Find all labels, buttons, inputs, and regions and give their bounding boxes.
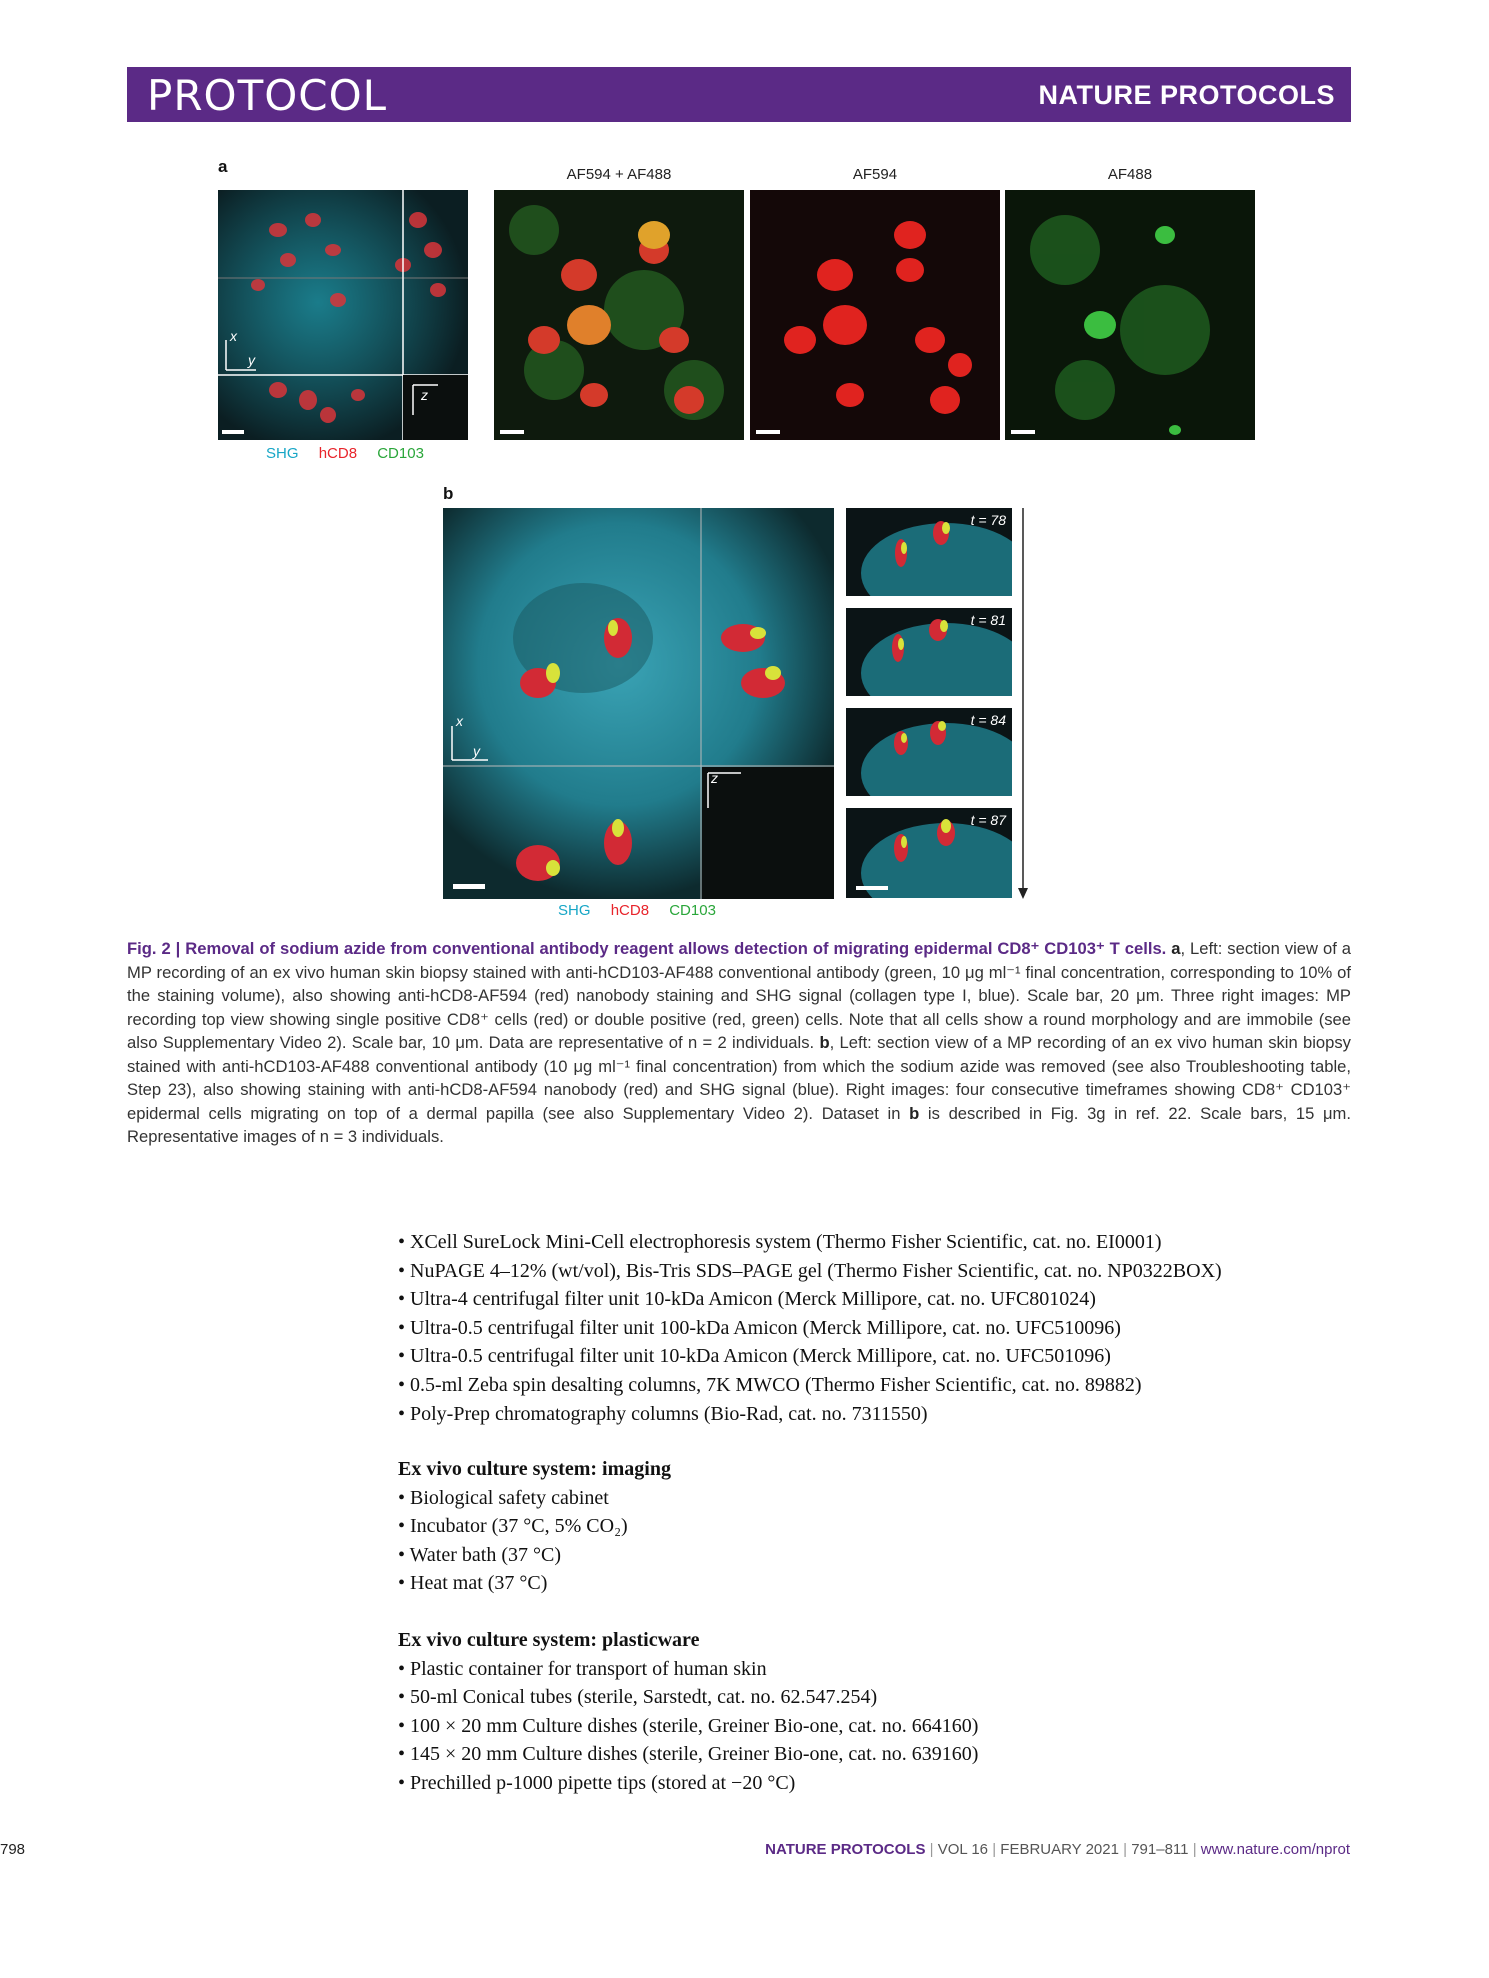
list-item: • 50-ml Conical tubes (sterile, Sarstedt, cat. no. 62.547.254) — [398, 1686, 878, 1709]
list-item: • Incubator (37 °C, 5% CO₂) — [398, 1515, 628, 1538]
panel-a-legend — [266, 445, 440, 462]
caption-a-letter: a — [1171, 939, 1181, 958]
timeframe-2-label: t = 81 — [970, 612, 1006, 628]
axis-x-label: x — [230, 328, 237, 344]
imaging-section — [398, 1455, 1358, 1598]
caption-part-b-2: is described in Fig. 3g in ref. 22. Scale bars, 15 μm. Representative images of n = 3 individuals. — [127, 1103, 1351, 1146]
timeframe-3 — [846, 708, 1012, 796]
caption-part-b-1: , Left: section view of a MP recording of an ex vivo human skin biopsy stained with anti-hCD103-AF488 conventional antibody (10 μg ml⁻¹ final concentration) from which the sodium azide was removed (see also Troubleshooting table, Step 23), also showing staining with anti-hCD8-AF594 nanobody (red) and SHG signal (blue). Right images: four consecutive timeframes showing CD8⁺ CD103⁺ epidermal cells migrating on top of a dermal papilla (see also Supplementary Video 2). Dataset in — [127, 1033, 1351, 1123]
plasticware-section — [398, 1626, 1358, 1798]
section-view-image — [218, 190, 468, 440]
timeframe-1-label: t = 78 — [970, 512, 1006, 528]
footer-pages: 791–811 — [1131, 1841, 1189, 1858]
footer-journal: NATURE PROTOCOLS — [765, 1841, 926, 1858]
list-item: • XCell SureLock Mini-Cell electrophoresis system (Thermo Fisher Scientific, cat. no. EI0001) — [398, 1231, 1162, 1253]
legend-b-cd103: CD103 — [669, 902, 716, 919]
panel-b-axis-x-label: x — [456, 713, 463, 729]
panel-a-label: a — [218, 157, 228, 176]
imaging-heading: Ex vivo culture system: imaging — [398, 1458, 671, 1480]
channel-label-af594: AF594 — [852, 166, 898, 183]
legend-hcd8: hCD8 — [318, 445, 358, 462]
time-arrow — [1016, 508, 1030, 900]
caption-b-bold: b — [909, 1103, 920, 1123]
caption-b-letter: b — [819, 1033, 830, 1052]
list-item: • Heat mat (37 °C) — [398, 1572, 548, 1595]
footer-date: FEBRUARY 2021 — [1000, 1841, 1119, 1858]
panel-b-axis-z-label: z — [711, 770, 718, 786]
timeframe-3-label: t = 84 — [970, 712, 1006, 728]
panel-a-af594-image — [750, 190, 1000, 440]
panel-a-section-view — [218, 190, 468, 440]
list-item: • 145 × 20 mm Culture dishes (sterile, Greiner Bio-one, cat. no. 639160) — [398, 1743, 979, 1766]
figure-caption — [127, 937, 1351, 1149]
list-item: • 100 × 20 mm Culture dishes (sterile, Greiner Bio-one, cat. no. 664160) — [398, 1714, 979, 1737]
channel-label-af488: AF488 — [1107, 166, 1153, 183]
legend-shg: SHG — [266, 445, 299, 462]
list-item: • Poly-Prep chromatography columns (Bio-Rad, cat. no. 7311550) — [398, 1402, 928, 1425]
list-item: • Water bath (37 °C) — [398, 1543, 561, 1566]
panel-b-axis-y-label: y — [473, 743, 480, 759]
panel-b-section-view — [443, 508, 834, 899]
axis-y-label: y — [248, 352, 255, 368]
list-item: • Biological safety cabinet — [398, 1486, 609, 1509]
list-item: • Ultra-0.5 centrifugal filter unit 10-kDa Amicon (Merck Millipore, cat. no. UFC501096) — [398, 1345, 1111, 1368]
list-item: • 0.5-ml Zeba spin desalting columns, 7K MWCO (Thermo Fisher Scientific, cat. no. 89882) — [398, 1373, 1142, 1396]
header-banner — [127, 67, 1351, 122]
timeframe-4-label: t = 87 — [970, 812, 1006, 828]
legend-b-hcd8: hCD8 — [610, 902, 650, 919]
footer-citation: NATURE PROTOCOLS | VOL 16 | FEBRUARY 2021 | 791–811 | www.nature.com/nprot — [765, 1841, 1350, 1858]
plasticware-heading: Ex vivo culture system: plasticware — [398, 1629, 700, 1651]
footer-volume: VOL 16 — [937, 1841, 989, 1858]
panel-a-merged-image — [494, 190, 744, 440]
panel-b-section-image — [443, 508, 834, 899]
caption-part-a: , Left: section view of a MP recording of an ex vivo human skin biopsy stained with anti-hCD103-AF488 conventional antibody (green, 10 μg ml⁻¹ final concentration, corresponding to 10% of the staining volume), also showing anti-hCD8-AF594 (red) nanobody staining and SHG signal (collagen type I, blue). Scale bar, 20 μm. Three right images: MP recording top view showing single positive CD8⁺ cells (red) or double positive (red, green) cells. Note that all cells show a round morphology and are immobile (see also Supplementary Video 2). Scale bar, 10 μm. Data are representative of n = 2 individuals. — [127, 939, 1351, 1052]
panel-b-label: b — [443, 484, 454, 503]
list-item: • Plastic container for transport of human skin — [398, 1657, 767, 1680]
timeframe-1 — [846, 508, 1012, 596]
legend-cd103: CD103 — [377, 445, 424, 462]
list-item: • Ultra-0.5 centrifugal filter unit 100-kDa Amicon (Merck Millipore, cat. no. UFC510096) — [398, 1316, 1121, 1339]
panel-a-af488-image — [1005, 190, 1255, 440]
list-item: • Prechilled p-1000 pipette tips (stored at −20 °C) — [398, 1771, 796, 1794]
panel-b-legend — [558, 902, 732, 919]
page-number: 798 — [0, 1841, 26, 1858]
list-item: • Ultra-4 centrifugal filter unit 10-kDa Amicon (Merck Millipore, cat. no. UFC801024) — [398, 1288, 1096, 1311]
timeframe-4 — [846, 808, 1012, 898]
section-label: PROTOCOL — [147, 71, 388, 120]
journal-name: NATURE PROTOCOLS — [1038, 80, 1335, 110]
list-item: • NuPAGE 4–12% (wt/vol), Bis-Tris SDS–PAGE gel (Thermo Fisher Scientific, cat. no. NP0322BOX) — [398, 1259, 1222, 1282]
timeframe-2 — [846, 608, 1012, 696]
channel-label-merged: AF594 + AF488 — [566, 166, 672, 183]
equipment-list — [398, 1228, 1358, 1428]
footer-url-link[interactable]: www.nature.com/nprot — [1200, 1841, 1350, 1858]
legend-b-shg: SHG — [558, 902, 591, 919]
axis-z-label: z — [421, 387, 428, 403]
caption-title: Fig. 2 | Removal of sodium azide from conventional antibody reagent allows detection of migrating epidermal CD8⁺ CD103⁺ T cells. — [127, 939, 1167, 958]
